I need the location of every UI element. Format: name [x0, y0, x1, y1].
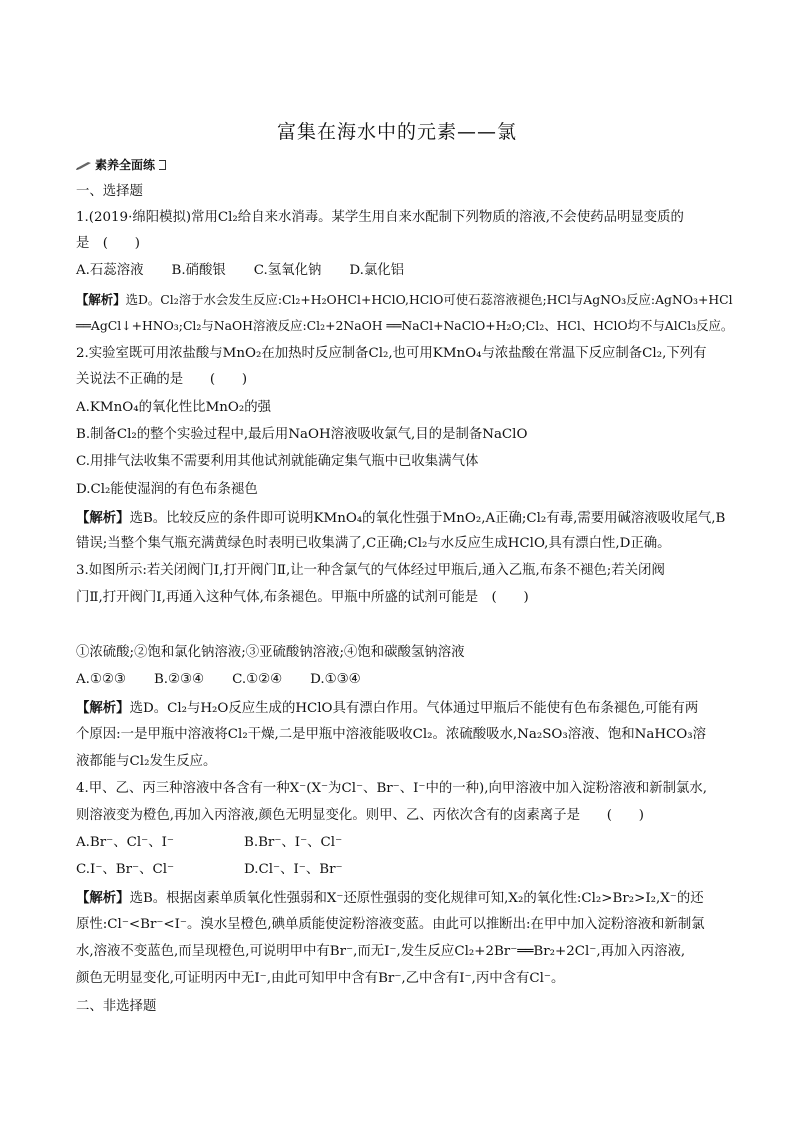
q3-stem-line1: 3.如图所示:若关闭阀门Ⅰ,打开阀门Ⅱ,让一种含氯气的气体经过甲瓶后,通入乙瓶,布条不褪色;若关闭阀	[76, 563, 665, 578]
q2-analysis-line1	[76, 508, 726, 529]
analysis-tag: 【解析】	[76, 890, 130, 906]
q2-option-a: A.KMnO₄的氧化性比MnO₂的强	[76, 400, 272, 415]
q2-analysis-line2: 错误;当整个集气瓶充满黄绿色时表明已收集满了,C正确;Cl₂与水反应生成HClO,具有漂白性,D正确。	[76, 536, 671, 551]
q4-stem-line1: 4.甲、乙、丙三种溶液中各含有一种X⁻(X⁻为Cl⁻、Br⁻、I⁻中的一种),向甲溶液中加入淀粉溶液和新制氯水,	[76, 781, 708, 796]
q4-option-b: B.Br⁻、I⁻、Cl⁻	[244, 835, 343, 850]
page-title: 富集在海水中的元素——氯	[276, 121, 517, 143]
q3-option-b: B.②③④	[153, 672, 205, 687]
q1-option-c: C.氢氧化钠	[253, 263, 322, 278]
q4-analysis-text1: 选B。根据卤素单质氧化性强弱和X⁻还原性强弱的变化规律可知,X₂的氧化性:Cl₂>Br₂>I₂,X⁻的还	[129, 891, 704, 906]
badge-label: 素养全面练	[95, 158, 156, 172]
pen-icon	[76, 160, 92, 170]
section-heading: 一、选择题	[76, 184, 143, 199]
q1-analysis-line1	[76, 290, 733, 310]
q2-stem-line1: 2.实验室既可用浓盐酸与MnO₂在加热时反应制备Cl₂,也可用KMnO₄与浓盐酸在常温下反应制备Cl₂,下列有	[76, 346, 707, 361]
q3-options	[76, 670, 726, 690]
q2-stem-line2: 关说法不正确的是 ( )	[76, 372, 248, 387]
section-badge	[76, 156, 166, 173]
q3-analysis-line2: 个原因:一是甲瓶中溶液将Cl₂干燥,二是甲瓶中溶液能吸收Cl₂。浓硫酸吸水,Na₂SO₃溶液、饱和NaHCO₃溶	[76, 727, 707, 742]
q4-analysis-line1	[76, 888, 726, 909]
q1-option-d: D.氯化铝	[349, 263, 405, 278]
q1-option-b: B.硝酸银	[171, 263, 226, 278]
analysis-tag: 【解析】	[76, 292, 126, 307]
q4-option-d: D.Cl⁻、I⁻、Br⁻	[244, 862, 343, 877]
q1-analysis-text1: 选D。Cl₂溶于水会发生反应:Cl₂+H₂OHCl+HClO,HClO可使石蕊溶液褪色;HCl与AgNO₃反应:AgNO₃+HCl	[125, 292, 733, 307]
analysis-tag: 【解析】	[76, 510, 130, 526]
q3-stem-line2: 门Ⅱ,打开阀门Ⅰ,再通入这种气体,布条褪色。甲瓶中所盛的试剂可能是 ( )	[76, 590, 529, 605]
q4-options-row1	[76, 833, 726, 853]
q3-analysis-line1	[76, 698, 726, 719]
q3-reagents: ①浓硫酸;②饱和氯化钠溶液;③亚硫酸钠溶液;④饱和碳酸氢钠溶液	[76, 645, 465, 660]
q4-analysis-line4: 颜色无明显变化,可证明丙中无I⁻,由此可知甲中含有Br⁻,乙中含有I⁻,丙中含有Cl⁻。	[76, 971, 565, 986]
q3-option-a: A.①②③	[76, 672, 126, 687]
q3-option-d: D.①③④	[310, 672, 361, 687]
q3-option-c: C.①②④	[232, 672, 283, 687]
q4-analysis-line3: 水,溶液不变蓝色,而呈现橙色,可说明甲中有Br⁻,而无I⁻,发生反应Cl₂+2Br⁻══Br₂+2Cl⁻,再加入丙溶液,	[76, 944, 686, 959]
q3-analysis-line3: 液都能与Cl₂发生反应。	[76, 754, 217, 769]
q1-stem-line1: 1.(2019·绵阳模拟)常用Cl₂给自来水消毒。某学生用自来水配制下列物质的溶液,不会使药品明显变质的	[76, 210, 684, 225]
q2-option-b: B.制备Cl₂的整个实验过程中,最后用NaOH溶液吸收氯气,目的是制备NaClO	[76, 427, 528, 442]
section-heading-2: 二、非选择题	[76, 999, 157, 1014]
badge-bracket-icon	[159, 160, 166, 170]
q1-analysis-line2: ══AgCl↓+HNO₃;Cl₂与NaOH溶液反应:Cl₂+2NaOH ══NaCl+NaClO+H₂O;Cl₂、HCl、HClO均不与AlCl₃反应。	[76, 318, 734, 333]
analysis-tag: 【解析】	[76, 700, 130, 716]
q3-analysis-text1: 选D。Cl₂与H₂O反应生成的HClO具有漂白作用。气体通过甲瓶后不能使有色布条褪色,可能有两	[129, 701, 699, 716]
q4-option-a: A.Br⁻、Cl⁻、I⁻	[76, 835, 174, 850]
q4-options-row2	[76, 860, 726, 880]
q2-analysis-text1: 选B。比较反应的条件即可说明KMnO₄的氧化性强于MnO₂,A正确;Cl₂有毒,需要用碱溶液吸收尾气,B	[129, 511, 726, 526]
q4-option-c: C.I⁻、Br⁻、Cl⁻	[76, 862, 175, 877]
q1-option-a: A.石蕊溶液	[76, 263, 144, 278]
q1-stem-line2: 是 ( )	[76, 236, 141, 251]
q2-option-d: D.Cl₂能使湿润的有色布条褪色	[76, 482, 258, 497]
q1-options	[76, 261, 726, 281]
q4-stem-line2: 则溶液变为橙色,再加入丙溶液,颜色无明显变化。则甲、乙、丙依次含有的卤素离子是 ( )	[76, 808, 644, 823]
q2-option-c: C.用排气法收集不需要利用其他试剂就能确定集气瓶中已收集满气体	[76, 454, 479, 469]
q4-analysis-line2: 原性:Cl⁻<Br⁻<I⁻。溴水呈橙色,碘单质能使淀粉溶液变蓝。由此可以推断出:在甲中加入淀粉溶液和新制氯	[76, 917, 705, 932]
